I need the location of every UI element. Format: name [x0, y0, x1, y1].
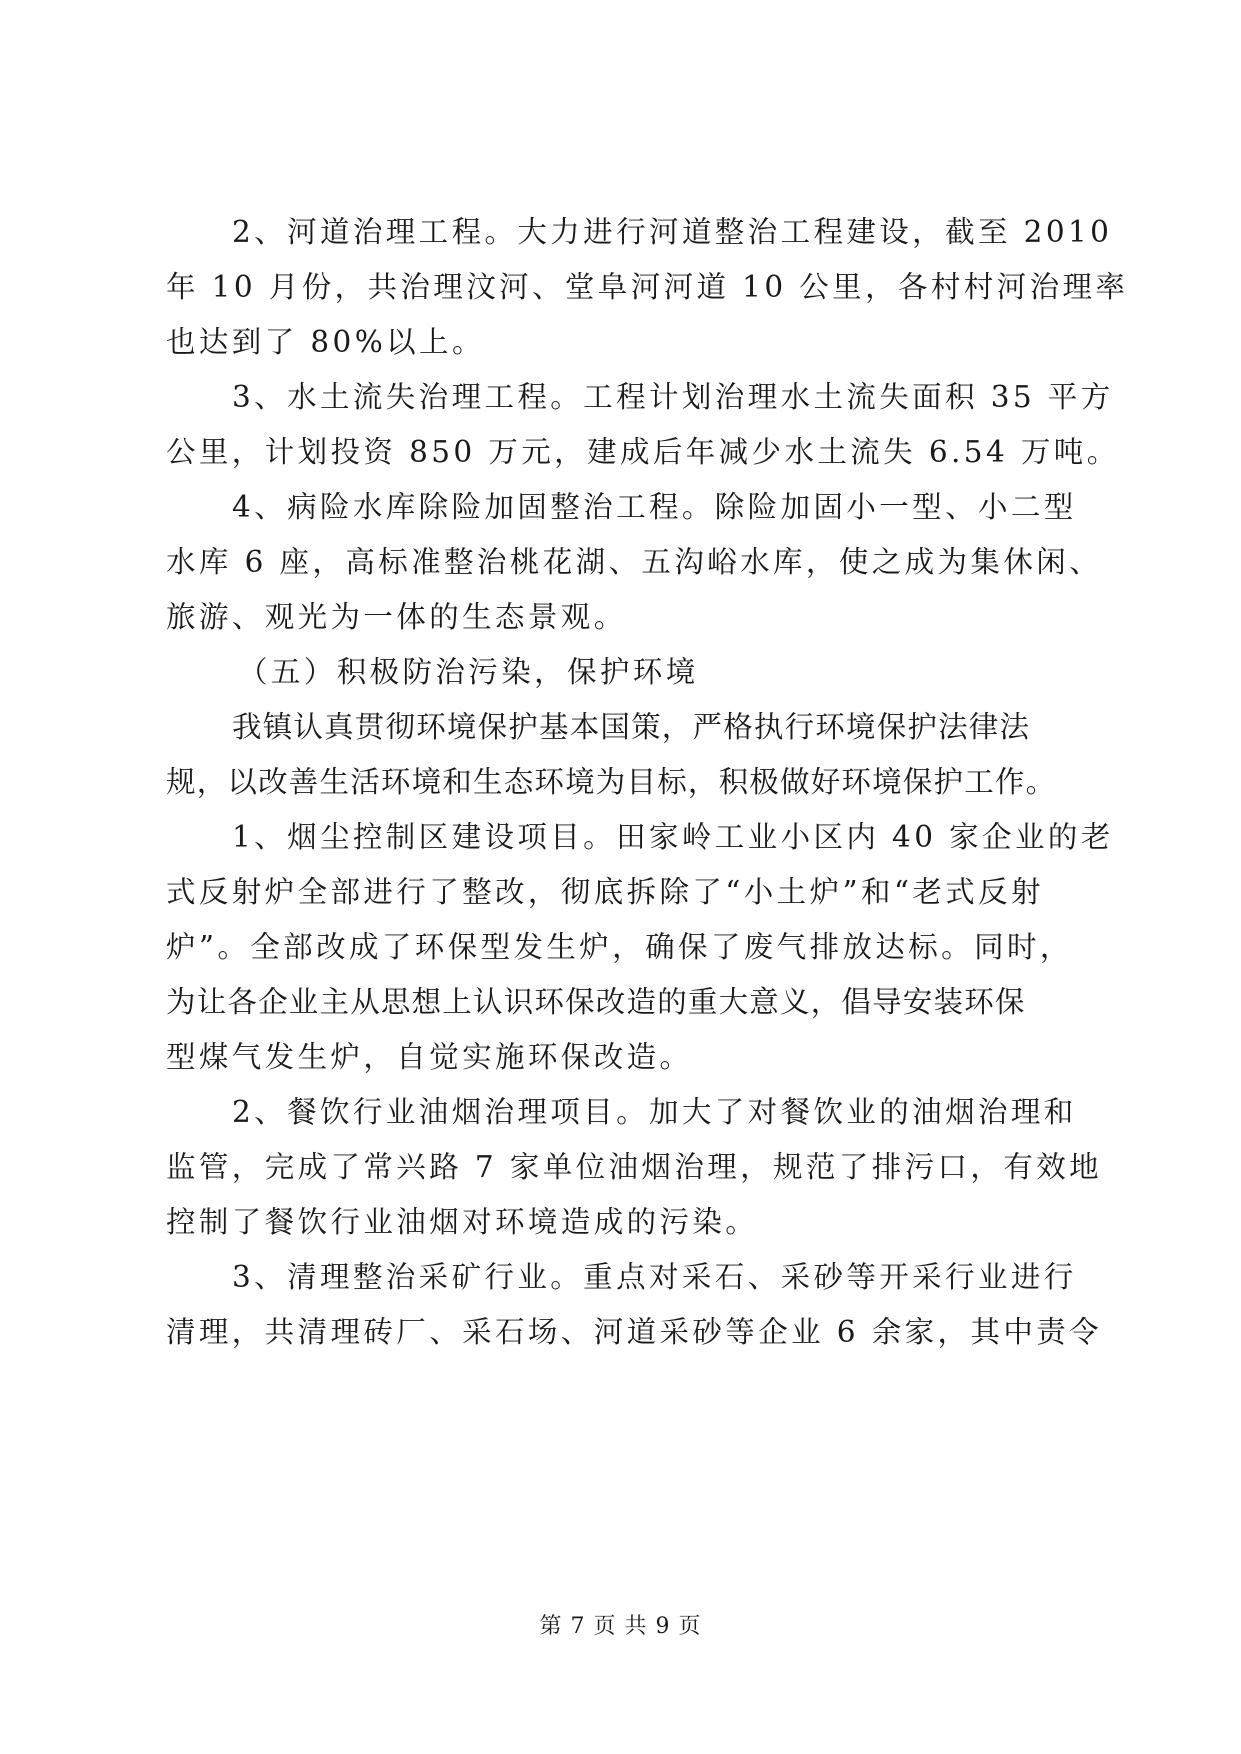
paragraph-line: 为让各企业主从思想上认识环保改造的重大意义，倡导安装环保 — [166, 985, 1026, 1019]
section-heading: （五）积极防治污染，保护环境 — [238, 655, 699, 689]
paragraph-line: 炉”。全部改成了环保型发生炉，确保了废气排放达标。同时， — [166, 930, 1073, 964]
paragraph-line: 1、烟尘控制区建设项目。田家岭工业小区内 40 家企业的老 — [232, 820, 1114, 854]
paragraph-line: 水库 6 座，高标准整治桃花湖、五沟峪水库，使之成为集休闲、 — [166, 545, 1103, 579]
page-number-footer: 第 7 页 共 9 页 — [539, 1614, 702, 1639]
paragraph-line: 3、水土流失治理工程。工程计划治理水土流失面积 35 平方 — [232, 380, 1114, 414]
paragraph-line: 式反射炉全部进行了整改，彻底拆除了“小土炉”和“老式反射 — [166, 875, 1044, 909]
paragraph-line: 也达到了 80%以上。 — [166, 325, 485, 359]
paragraph-line: 2、河道治理工程。大力进行河道整治工程建设，截至 2010 — [232, 215, 1113, 249]
paragraph-line: 年 10 月份，共治理汶河、堂阜河河道 10 公里，各村村河治理率 — [166, 270, 1129, 304]
paragraph-line: 旅游、观光为一体的生态景观。 — [166, 600, 627, 634]
paragraph-line: 控制了餐饮行业油烟对环境造成的污染。 — [166, 1205, 759, 1239]
paragraph-line: 规，以改善生活环境和生态环境为目标，积极做好环境保护工作。 — [166, 765, 1057, 799]
paragraph-line: 2、餐饮行业油烟治理项目。加大了对餐饮业的油烟治理和 — [232, 1095, 1077, 1129]
paragraph-line: 3、清理整治采矿行业。重点对采石、采砂等开采行业进行 — [232, 1260, 1077, 1294]
paragraph-line: 4、病险水库除险加固整治工程。除险加固小一型、小二型 — [232, 490, 1077, 524]
paragraph-line: 我镇认真贯彻环境保护基本国策，严格执行环境保护法律法 — [232, 710, 1031, 744]
paragraph-line: 监管，完成了常兴路 7 家单位油烟治理，规范了排污口，有效地 — [166, 1150, 1103, 1184]
paragraph-line: 型煤气发生炉，自觉实施环保改造。 — [166, 1040, 693, 1074]
paragraph-line: 公里，计划投资 850 万元，建成后年减少水土流失 6.54 万吨。 — [166, 435, 1120, 469]
paragraph-line: 清理，共清理砖厂、采石场、河道采砂等企业 6 余家，其中责令 — [166, 1315, 1103, 1349]
